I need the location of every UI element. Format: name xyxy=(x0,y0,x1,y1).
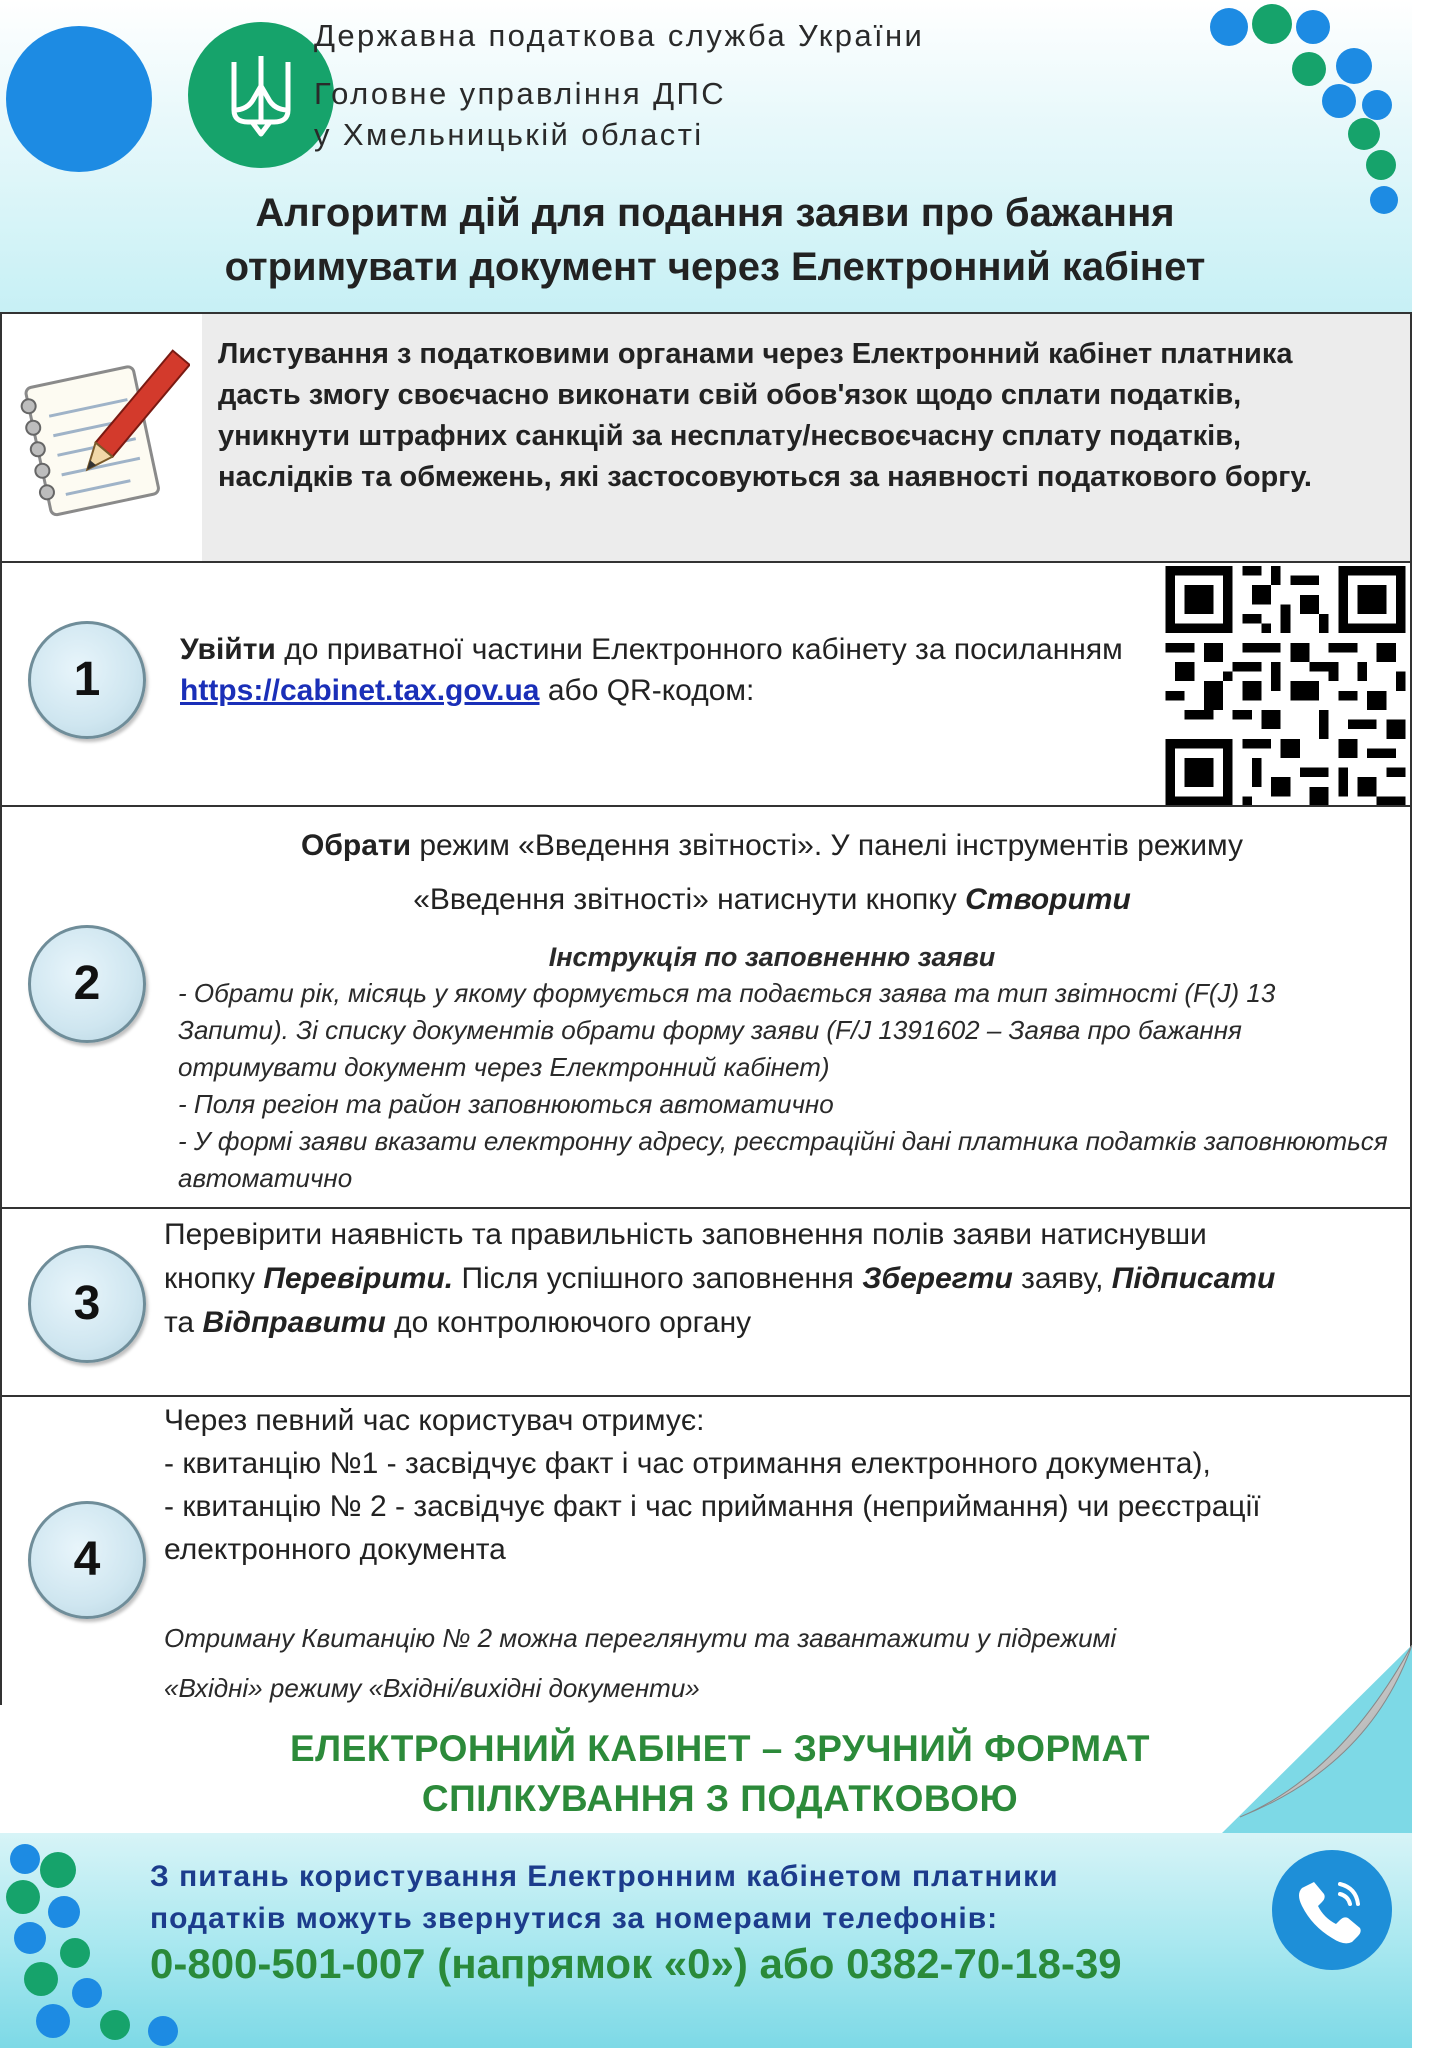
phone-icon[interactable] xyxy=(1272,1850,1392,1970)
cabinet-link[interactable]: https://cabinet.tax.gov.ua xyxy=(180,674,540,707)
instruction-item: - Обрати рік, місяць у якому формується та подається заява та тип звітності (F(J) 13 Запити). Зі списку документів обрати форму заяви (F/J 1391602 – Заява про бажання отримувати документ через Електронний кабінет) xyxy=(178,978,1276,1082)
instruction-list xyxy=(178,975,1388,1197)
intro-section xyxy=(0,312,1412,563)
step-4-note: Отриману Квитанцію № 2 можна переглянути та завантажити у підрежимі «Вхідні» режиму «Вхідні/вихідні документи» xyxy=(164,1623,1117,1703)
contact-text: З питань користування Електронним кабінетом платники податків можуть звернутися за номерами телефонів: xyxy=(150,1860,1059,1935)
org-name: Державна податкова служба України xyxy=(314,18,925,53)
slogan: ЕЛЕКТРОННИЙ КАБІНЕТ – ЗРУЧНИЙ ФОРМАТ СПІЛКУВАННЯ З ПОДАТКОВОЮ xyxy=(289,1728,1151,1819)
org-region: у Хмельницькій області xyxy=(314,117,704,152)
instruction-item: - Поля регіон та район заповнюються автоматично xyxy=(178,1089,834,1119)
notepad-pencil-icon xyxy=(10,344,190,524)
step-3-number: 3 xyxy=(28,1245,146,1363)
org-department: Головне управління ДПС xyxy=(314,76,726,111)
step-2-section xyxy=(0,805,1412,1209)
step-3-section xyxy=(0,1207,1412,1397)
phone-numbers[interactable]: 0-800-501-007 (напрямок «0») або 0382-70-18-39 xyxy=(150,1940,1122,1987)
step-1-number: 1 xyxy=(28,621,146,739)
qr-code[interactable] xyxy=(1162,566,1409,806)
step-4-text: Через певний час користувач отримує: - квитанцію №1 - засвідчує факт і час отримання електронного документа), - квитанцію № 2 - засвідчує факт і час приймання (неприймання) чи реєстрації електронного документа xyxy=(164,1404,1261,1566)
intro-text: Листування з податковими органами через Електронний кабінет платника дасть змогу своєчасно виконати свій обов'язок щодо сплати податків, уникнути штрафних санкцій за несплату/несвоєчасну сплату податків, наслідків та обмежень, які застосовуються за наявності податкового боргу. xyxy=(218,338,1312,493)
step-3-text: Перевірити наявність та правильність заповнення полів заяви натиснувши кнопку Перевірити. Після успішного заповнення Зберегти заяву, Підписати та Відправити до контролюючого органу xyxy=(164,1218,1276,1339)
step-4-number: 4 xyxy=(28,1501,146,1619)
step-2-number: 2 xyxy=(28,925,146,1043)
step-4-section xyxy=(0,1395,1412,1705)
instruction-item: - У формі заяви вказати електронну адресу, реєстраційні дані платника податків заповнюються автоматично xyxy=(178,1126,1388,1193)
instruction-title: Інструкція по заповненню заяви xyxy=(548,942,996,972)
trident-icon xyxy=(226,52,296,138)
page-title: Алгоритм дій для подання заяви про бажання отримувати документ через Електронний кабінет xyxy=(224,191,1206,289)
emblem-badge xyxy=(188,22,334,168)
step-2-main-text: Обрати режим «Введення звітності». У панелі інструментів режиму «Введення звітності» натиснути кнопку Створити xyxy=(301,829,1243,916)
decorative-blue-circle xyxy=(6,26,152,172)
step-1-text: Увійти до приватної частини Електронного кабінету за посиланням https://cabinet.tax.gov.ua або QR-кодом: xyxy=(180,633,1123,707)
